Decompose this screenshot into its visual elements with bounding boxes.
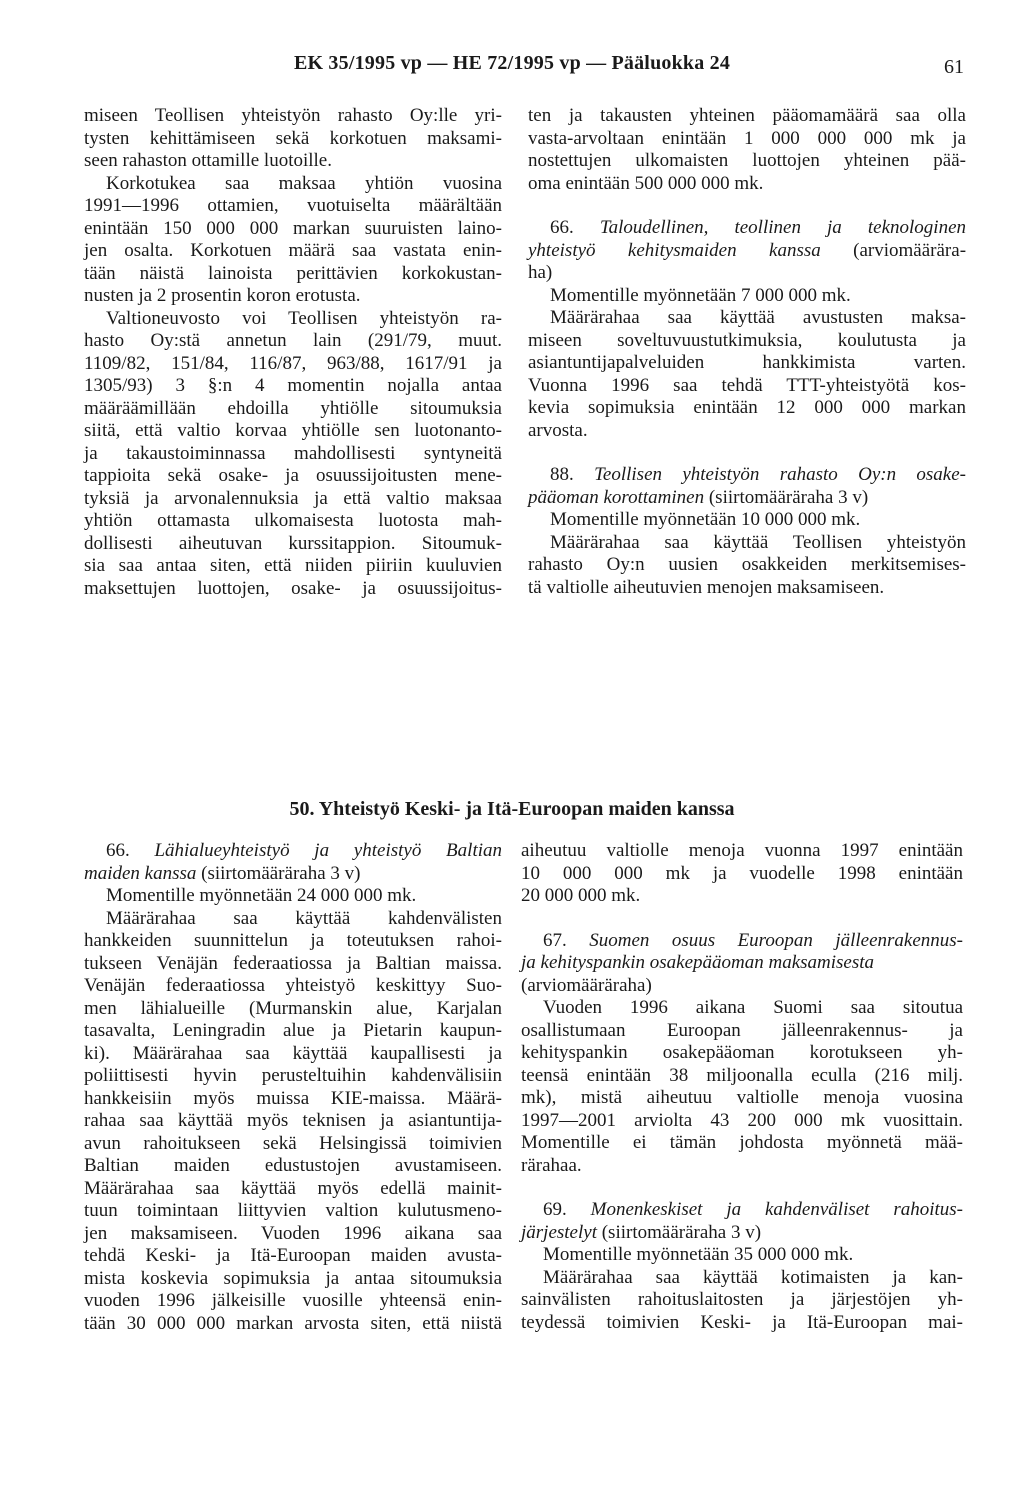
text-line: hankkeiden suunnittelun ja toteutuksen rahoi- (84, 930, 502, 951)
bottom-right-column (521, 840, 963, 1334)
text-line: määräämillään ehdoilla yhtiölle sitoumuksia (84, 397, 502, 419)
item-type: (arviomääräraha) (521, 974, 652, 996)
text-line: yhtiön ottamasta ulkomaisesta luotosta mah- (84, 510, 502, 531)
top-right-column (528, 105, 966, 599)
text-line: Momentille ei tämän johdosta myönnetä mää- (521, 1132, 963, 1153)
text-line: tyksiä ja arvonalennuksia ja että valtio maksaa (84, 487, 502, 509)
item-number: 69. (543, 1199, 567, 1220)
text-line: dollisesti aiheutuvan kurssitappion. Sitoumuk- (84, 532, 502, 554)
item-heading (528, 464, 966, 487)
item-title: Taloudellinen, teollinen ja teknologinen (599, 217, 967, 238)
text-line: Korkotukea saa maksaa yhtiön vuosina (106, 172, 502, 194)
text-line: Määrärahaa saa käyttää kahdenvälisten (106, 907, 502, 929)
text-line: nusten ja 2 prosentin koron erotusta. (84, 285, 361, 306)
text-line: maksettujen luottojen, osake- ja osuussijoitus- (84, 577, 502, 599)
text-line: ja takaustoiminnassa mahdollisesti syntyneitä (84, 442, 502, 464)
text-line: tään näistä lainoista perittävien korkokustan- (84, 262, 502, 284)
item-title: pääoman korottaminen (528, 486, 705, 508)
text-line: asiantuntijapalveluiden hankkimista varten. (528, 352, 966, 373)
text-line: Määrärahaa saa käyttää Teollisen yhteistyön (550, 531, 966, 553)
section-heading: 50. Yhteistyö Keski- ja Itä-Euroopan maiden kanssa (289, 798, 735, 820)
page-header (0, 52, 1024, 82)
text-line: miseen soveltuvuustutkimuksia, koulutusta ja (528, 329, 966, 351)
text-line: rahasto Oy:n uusien osakkeiden merkitsemises- (528, 554, 966, 575)
item-number: 67. (543, 929, 567, 951)
text-line: Momentille myönnetään 7 000 000 mk. (550, 284, 851, 306)
text-line: hasto Oy:stä annetun lain (291/79, muut. (84, 330, 502, 351)
item-heading (84, 840, 502, 863)
text-line: 1109/82, 151/84, 116/87, 963/88, 1617/91 ja (84, 352, 502, 374)
text-line: sia saa antaa siten, että niiden piiriin kuuluvien (84, 555, 502, 576)
text-line: kehityspankin osakepääoman korotukseen yh- (521, 1042, 963, 1063)
text-line: seen rahaston ottamille luotoille. (84, 150, 332, 171)
text-line: Määrärahaa saa käyttää kotimaisten ja kan- (543, 1266, 963, 1288)
text-line: tukseen Venäjän federaatiossa ja Baltian maissa. (84, 952, 502, 974)
text-line: enintään 150 000 000 markan suuruisten laino- (84, 217, 502, 239)
item-heading (521, 1199, 963, 1222)
bottom-left-column (84, 840, 502, 1335)
text-line: Valtioneuvosto voi Teollisen yhteistyön ra- (106, 307, 502, 329)
text-line: Määrärahaa saa käyttää avustusten maksa- (550, 307, 966, 328)
text-line: men lähialueille (Murmanskin alue, Karjalan (84, 997, 502, 1019)
text-line: jen maksamiseen. Vuoden 1996 aikana saa (84, 1222, 502, 1244)
text-line: teydessä toimivien Keski- ja Itä-Euroopan mai- (521, 1311, 963, 1333)
text-line: 20 000 000 mk. (521, 885, 641, 906)
text-line: tuun toimintaan liittyvien valtion kulutusmeno- (84, 1200, 502, 1221)
text-line: Vuoden 1996 aikana Suomi saa sitoutua (543, 997, 963, 1018)
item-type: (siirtomääräraha 3 v) (601, 1221, 762, 1243)
text-line: 1997—2001 arviolta 43 200 000 mk vuosittain. (521, 1109, 963, 1131)
item-number: 66. (106, 840, 130, 861)
item-title: maiden kanssa (84, 862, 197, 884)
text-line: tysten kehittämiseen sekä korkotuen maksami- (84, 127, 502, 149)
item-heading (84, 863, 502, 886)
text-line: tasavalta, Leningradin alue ja Pietarin kaupun- (84, 1020, 502, 1041)
text-line: poliittisesti hyvin perusteltuihin kahdenvälisiin (84, 1065, 502, 1086)
item-title: Teollisen yhteistyön rahasto Oy:n osake- (594, 464, 967, 485)
text-line: Momentille myönnetään 10 000 000 mk. (550, 509, 861, 530)
text-line: Momentille myönnetään 35 000 000 mk. (543, 1244, 854, 1265)
item-type: ha) (528, 262, 553, 283)
text-line: ki). Määrärahaa saa käyttää kaupallisesti ja (84, 1042, 502, 1064)
text-line: vuoden 1996 jälkeisille vuosille yhteensä enin- (84, 1290, 502, 1311)
text-line: osallistumaan Euroopan jälleenrakennus- ja (521, 1019, 963, 1041)
page-number: 61 (944, 56, 964, 78)
text-line: rahaa saa käyttää myös teknisen ja asiantuntija- (84, 1110, 502, 1131)
item-heading (528, 217, 966, 240)
text-line: mk), mistä aiheutuu valtiolle menoja vuosina (521, 1087, 963, 1108)
text-line: jen osalta. Korkotuen määrä saa vastata enin- (84, 240, 502, 261)
text-line: Määrärahaa saa käyttää myös edellä mainit- (84, 1177, 502, 1199)
text-line: tappioita sekä osake- ja osuussijoitusten mene- (84, 465, 502, 486)
item-heading (521, 1222, 963, 1245)
text-line: vasta-arvoltaan enintään 1 000 000 000 mk ja (528, 127, 966, 149)
item-heading (521, 952, 963, 975)
item-title: yhteistyö kehitysmaiden kanssa (528, 239, 821, 261)
text-line: 10 000 000 mk ja vuodelle 1998 enintään (521, 862, 963, 884)
item-heading (528, 487, 966, 510)
text-line: tä valtiolle aiheutuvien menojen maksamiseen. (528, 576, 885, 598)
top-left-column (84, 105, 502, 600)
item-number: 88. (550, 464, 574, 485)
text-line: tehdä Keski- ja Itä-Euroopan maiden avusta- (84, 1245, 502, 1266)
text-line: kevia sopimuksia enintään 12 000 000 markan (528, 397, 966, 418)
text-line: oma enintään 500 000 000 mk. (528, 172, 764, 194)
text-line: teensä enintään 38 miljoonalla eculla (216 milj. (521, 1064, 963, 1086)
text-line: sainvälisten rahoituslaitosten ja järjestöjen yh- (521, 1289, 963, 1310)
text-line: 1305/93) 3 §:n 4 momentin nojalla antaa (84, 375, 502, 396)
text-line: arvosta. (528, 419, 588, 441)
item-title: ja kehityspankin osakepääoman maksamisesta (521, 952, 875, 973)
text-line: ten ja takausten yhteinen pääomamäärä saa olla (528, 105, 966, 126)
item-type: (siirtomääräraha 3 v) (708, 486, 869, 508)
text-line: rärahaa. (521, 1154, 582, 1176)
text-line: Baltian maiden edustustojen avustamiseen. (84, 1155, 502, 1176)
text-line: mista koskevia sopimuksia ja antaa sitoumuksia (84, 1267, 502, 1289)
item-type: (arviomäärära- (853, 239, 967, 261)
item-heading (521, 930, 963, 953)
item-type: (siirtomääräraha 3 v) (201, 862, 361, 884)
text-line: aiheutuu valtiolle menoja vuonna 1997 enintään (521, 840, 963, 861)
item-title: Monenkeskiset ja kahdenväliset rahoitus- (590, 1199, 963, 1220)
text-line: siitä, että valtio korvaa yhtiölle sen luotonanto- (84, 420, 502, 441)
running-title: EK 35/1995 vp — HE 72/1995 vp — Pääluokka 24 (293, 52, 731, 74)
text-line: Vuonna 1996 saa tehdä TTT-yhteistyötä kos- (528, 374, 966, 396)
text-line: tään 30 000 000 markan arvosta siten, että niistä (84, 1312, 502, 1334)
item-title: Suomen osuus Euroopan jälleenrakennus- (589, 929, 964, 951)
item-title: järjestelyt (521, 1221, 597, 1243)
text-line: 1991—1996 ottamien, vuotuiselta määrältään (84, 195, 502, 216)
item-heading (528, 240, 966, 263)
text-line: avun rahoitukseen sekä Helsingissä toimivien (84, 1132, 502, 1154)
text-line: Momentille myönnetään 24 000 000 mk. (106, 885, 417, 906)
text-line: nostettujen ulkomaisten luottojen yhteinen pää- (528, 150, 966, 171)
text-line: miseen Teollisen yhteistyön rahasto Oy:lle yri- (84, 105, 502, 126)
text-line: Venäjän federaatiossa yhteistyö keskittyy Suo- (84, 975, 502, 996)
item-title: Lähialueyhteistyö ja yhteistyö Baltian (154, 840, 503, 861)
item-number: 66. (550, 217, 574, 238)
text-line: hankkeisiin myös muissa KIE-maissa. Määrä- (84, 1087, 502, 1109)
